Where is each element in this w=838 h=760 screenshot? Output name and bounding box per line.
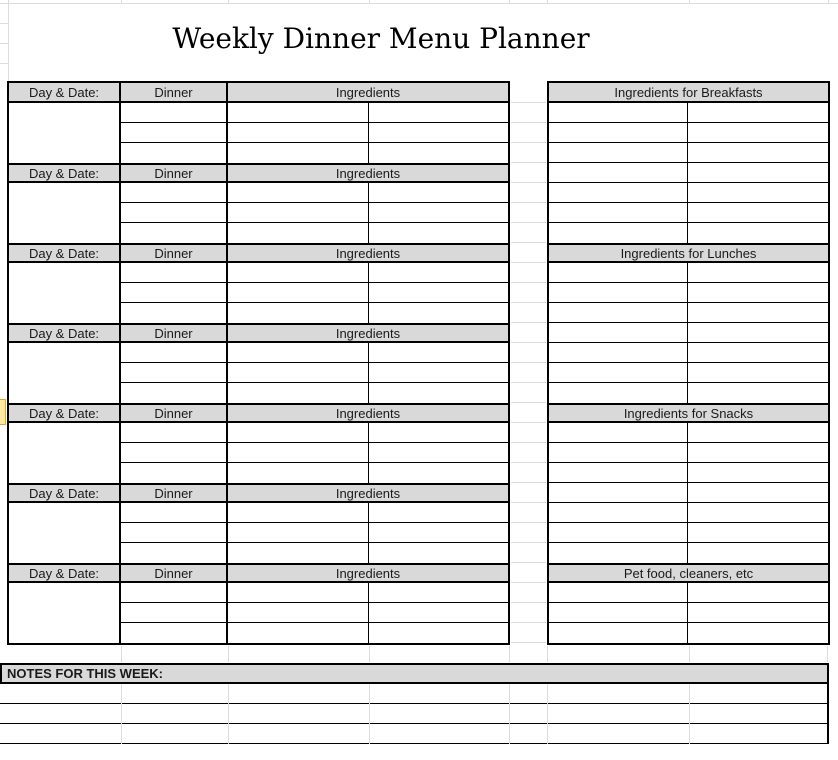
dinner-input-cell[interactable] <box>121 543 228 563</box>
day-date-input-cell[interactable] <box>9 343 121 403</box>
notes-header: NOTES FOR THIS WEEK: <box>0 663 829 684</box>
gridline <box>121 684 122 744</box>
ingredient-input-cell[interactable] <box>228 343 369 363</box>
ingredient-input-cell[interactable] <box>369 383 508 403</box>
lunch-item-cell[interactable] <box>549 343 688 363</box>
breakfast-item-cell[interactable] <box>549 223 688 243</box>
gridline <box>369 684 370 744</box>
ingredient-input-cell[interactable] <box>228 583 369 603</box>
ingredient-input-cell[interactable] <box>369 463 508 483</box>
lunch-item-cell[interactable] <box>688 283 828 303</box>
gridline <box>121 0 122 3</box>
snack-item-cell[interactable] <box>549 543 688 563</box>
ingredient-input-cell[interactable] <box>369 343 508 363</box>
ingredient-input-cell[interactable] <box>228 223 369 243</box>
section-header-pet-food: Pet food, cleaners, etc <box>549 563 828 583</box>
gridline <box>828 0 829 3</box>
lunch-item-cell[interactable] <box>549 283 688 303</box>
dinner-input-cell[interactable] <box>121 523 228 543</box>
day-date-input-cell[interactable] <box>9 503 121 563</box>
day-block-7 <box>9 563 508 643</box>
day-block-5 <box>9 403 508 483</box>
snack-item-cell[interactable] <box>688 483 828 503</box>
breakfast-item-cell[interactable] <box>549 143 688 163</box>
dinner-input-cell[interactable] <box>121 303 228 323</box>
gridline <box>369 0 370 3</box>
gridline <box>547 646 548 662</box>
snack-item-cell[interactable] <box>688 423 828 443</box>
ingredients-header-cell: Ingredients <box>228 163 508 183</box>
dinner-header-cell: Dinner <box>121 243 228 263</box>
dinner-input-cell[interactable] <box>121 383 228 403</box>
ingredient-input-cell[interactable] <box>369 603 508 623</box>
gridline <box>509 0 510 3</box>
pet-food-item-cell[interactable] <box>688 623 828 643</box>
gridline <box>0 63 8 64</box>
lunch-item-cell[interactable] <box>549 303 688 323</box>
day-date-input-cell[interactable] <box>9 423 121 483</box>
section-breakfasts <box>549 83 828 243</box>
day-block-4 <box>9 323 508 403</box>
snack-item-cell[interactable] <box>688 443 828 463</box>
snack-item-cell[interactable] <box>549 523 688 543</box>
dinner-input-cell[interactable] <box>121 603 228 623</box>
ingredient-input-cell[interactable] <box>228 543 369 563</box>
section-header-breakfasts: Ingredients for Breakfasts <box>549 83 828 103</box>
notes-input-row[interactable] <box>0 704 827 724</box>
day-date-header-cell: Day & Date: <box>9 403 121 423</box>
dinner-header-cell: Dinner <box>121 403 228 423</box>
ingredient-input-cell[interactable] <box>228 103 369 123</box>
day-date-input-cell[interactable] <box>9 103 121 163</box>
pet-food-item-cell[interactable] <box>688 603 828 623</box>
ingredient-input-cell[interactable] <box>228 203 369 223</box>
day-date-header-cell: Day & Date: <box>9 83 121 103</box>
day-date-input-cell[interactable] <box>9 183 121 243</box>
dinner-input-cell[interactable] <box>121 503 228 523</box>
lunch-item-cell[interactable] <box>549 383 688 403</box>
breakfast-item-cell[interactable] <box>688 123 828 143</box>
ingredient-input-cell[interactable] <box>228 263 369 283</box>
ingredient-input-cell[interactable] <box>369 523 508 543</box>
ingredients-header-cell: Ingredients <box>228 243 508 263</box>
ingredient-input-cell[interactable] <box>228 363 369 383</box>
section-pet-food <box>549 563 828 643</box>
breakfast-item-cell[interactable] <box>549 183 688 203</box>
section-snacks <box>549 403 828 563</box>
pet-food-item-cell[interactable] <box>549 623 688 643</box>
ingredient-input-cell[interactable] <box>369 423 508 443</box>
notes-input-row[interactable] <box>0 724 827 744</box>
dinner-input-cell[interactable] <box>121 463 228 483</box>
day-date-header-cell: Day & Date: <box>9 163 121 183</box>
ingredient-input-cell[interactable] <box>369 143 508 163</box>
gridline <box>827 646 828 662</box>
ingredients-header-cell: Ingredients <box>228 403 508 423</box>
gridline <box>689 0 690 3</box>
snack-item-cell[interactable] <box>688 523 828 543</box>
dinner-header-cell: Dinner <box>121 323 228 343</box>
ingredient-input-cell[interactable] <box>369 263 508 283</box>
gridline <box>228 646 229 662</box>
ingredient-input-cell[interactable] <box>228 143 369 163</box>
breakfast-item-cell[interactable] <box>688 143 828 163</box>
lunch-item-cell[interactable] <box>688 263 828 283</box>
dinner-input-cell[interactable] <box>121 443 228 463</box>
snack-item-cell[interactable] <box>549 463 688 483</box>
ingredients-header-cell: Ingredients <box>228 83 508 103</box>
ingredient-input-cell[interactable] <box>369 223 508 243</box>
lunch-item-cell[interactable] <box>688 323 828 343</box>
gridline <box>369 646 370 662</box>
day-block-2 <box>9 163 508 243</box>
ingredient-input-cell[interactable] <box>228 503 369 523</box>
pet-food-item-cell[interactable] <box>549 603 688 623</box>
snack-item-cell[interactable] <box>549 483 688 503</box>
ingredient-input-cell[interactable] <box>369 283 508 303</box>
breakfast-item-cell[interactable] <box>688 223 828 243</box>
dinner-input-cell[interactable] <box>121 143 228 163</box>
gridline <box>689 684 690 744</box>
dinner-input-cell[interactable] <box>121 583 228 603</box>
snack-item-cell[interactable] <box>549 423 688 443</box>
gridline <box>547 0 548 3</box>
ingredient-input-cell[interactable] <box>369 103 508 123</box>
ingredient-input-cell[interactable] <box>228 303 369 323</box>
gridline <box>509 646 510 662</box>
ingredient-input-cell[interactable] <box>369 303 508 323</box>
day-date-input-cell[interactable] <box>9 263 121 323</box>
gridline <box>121 646 122 662</box>
ingredient-input-cell[interactable] <box>228 283 369 303</box>
ingredient-input-cell[interactable] <box>228 623 369 643</box>
gridline <box>509 684 510 744</box>
dinner-input-cell[interactable] <box>121 263 228 283</box>
snack-item-cell[interactable] <box>688 543 828 563</box>
ingredient-input-cell[interactable] <box>228 603 369 623</box>
ingredient-input-cell[interactable] <box>228 423 369 443</box>
ingredients-header-cell: Ingredients <box>228 323 508 343</box>
pet-food-item-cell[interactable] <box>549 583 688 603</box>
ingredient-input-cell[interactable] <box>228 123 369 143</box>
page-title: Weekly Dinner Menu Planner <box>172 22 590 55</box>
breakfast-item-cell[interactable] <box>549 103 688 123</box>
dinner-input-cell[interactable] <box>121 423 228 443</box>
gridline <box>547 684 548 744</box>
ingredient-input-cell[interactable] <box>369 363 508 383</box>
ingredient-input-cell[interactable] <box>228 463 369 483</box>
snack-item-cell[interactable] <box>549 503 688 523</box>
gridline <box>228 684 229 744</box>
dinner-input-cell[interactable] <box>121 343 228 363</box>
ingredient-input-cell[interactable] <box>369 623 508 643</box>
breakfast-item-cell[interactable] <box>549 203 688 223</box>
day-date-header-cell: Day & Date: <box>9 483 121 503</box>
selection-marker <box>0 399 6 425</box>
notes-section <box>0 663 829 744</box>
day-block-1 <box>9 83 508 163</box>
dinner-header-cell: Dinner <box>121 83 228 103</box>
lunch-item-cell[interactable] <box>688 383 828 403</box>
notes-input-row[interactable] <box>0 684 827 704</box>
section-header-snacks: Ingredients for Snacks <box>549 403 828 423</box>
ingredient-input-cell[interactable] <box>369 583 508 603</box>
dinner-input-cell[interactable] <box>121 103 228 123</box>
ingredient-input-cell[interactable] <box>228 183 369 203</box>
dinner-input-cell[interactable] <box>121 283 228 303</box>
day-block-3 <box>9 243 508 323</box>
ingredients-header-cell: Ingredients <box>228 483 508 503</box>
dinner-header-cell: Dinner <box>121 563 228 583</box>
lunch-item-cell[interactable] <box>549 263 688 283</box>
breakfast-item-cell[interactable] <box>549 163 688 183</box>
dinner-input-cell[interactable] <box>121 363 228 383</box>
lunch-item-cell[interactable] <box>688 363 828 383</box>
ingredient-input-cell[interactable] <box>228 443 369 463</box>
day-block-6 <box>9 483 508 563</box>
ingredient-input-cell[interactable] <box>369 123 508 143</box>
dinner-input-cell[interactable] <box>121 203 228 223</box>
snack-item-cell[interactable] <box>549 443 688 463</box>
lunch-item-cell[interactable] <box>549 323 688 343</box>
dinner-input-cell[interactable] <box>121 123 228 143</box>
dinner-header-cell: Dinner <box>121 163 228 183</box>
breakfast-item-cell[interactable] <box>688 103 828 123</box>
ingredient-input-cell[interactable] <box>369 543 508 563</box>
ingredient-input-cell[interactable] <box>369 503 508 523</box>
dinner-input-cell[interactable] <box>121 183 228 203</box>
gridline-gap-column <box>511 83 546 643</box>
ingredient-input-cell[interactable] <box>228 523 369 543</box>
section-header-lunches: Ingredients for Lunches <box>549 243 828 263</box>
section-lunches <box>549 243 828 403</box>
snack-item-cell[interactable] <box>688 503 828 523</box>
ingredient-input-cell[interactable] <box>228 383 369 403</box>
day-date-header-cell: Day & Date: <box>9 323 121 343</box>
gridline <box>0 3 838 4</box>
breakfast-item-cell[interactable] <box>688 183 828 203</box>
shopping-list-table <box>547 81 830 645</box>
day-date-header-cell: Day & Date: <box>9 563 121 583</box>
lunch-item-cell[interactable] <box>688 343 828 363</box>
breakfast-item-cell[interactable] <box>688 163 828 183</box>
breakfast-item-cell[interactable] <box>549 123 688 143</box>
pet-food-item-cell[interactable] <box>688 583 828 603</box>
dinner-header-cell: Dinner <box>121 483 228 503</box>
ingredients-header-cell: Ingredients <box>228 563 508 583</box>
snack-item-cell[interactable] <box>688 463 828 483</box>
breakfast-item-cell[interactable] <box>688 203 828 223</box>
dinner-input-cell[interactable] <box>121 623 228 643</box>
notes-rows <box>0 684 829 744</box>
day-date-header-cell: Day & Date: <box>9 243 121 263</box>
lunch-item-cell[interactable] <box>688 303 828 323</box>
gridline <box>689 646 690 662</box>
ingredient-input-cell[interactable] <box>369 183 508 203</box>
lunch-item-cell[interactable] <box>549 363 688 383</box>
ingredient-input-cell[interactable] <box>369 443 508 463</box>
ingredient-input-cell[interactable] <box>369 203 508 223</box>
dinner-input-cell[interactable] <box>121 223 228 243</box>
gridline <box>228 0 229 3</box>
day-date-input-cell[interactable] <box>9 583 121 643</box>
weekly-dinner-table <box>7 81 510 645</box>
